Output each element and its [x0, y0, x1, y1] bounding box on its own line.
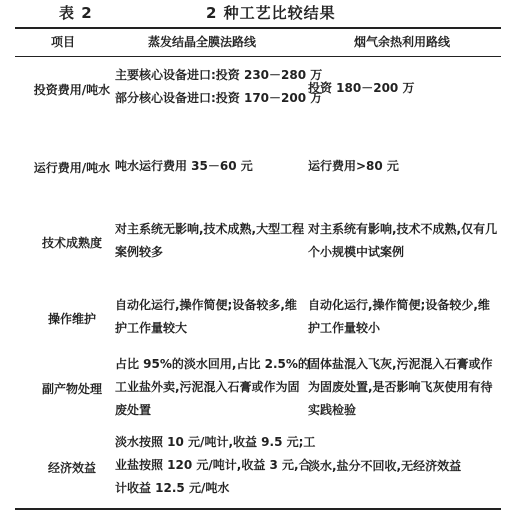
cell-operation-flue-gas: 自动化运行,操作简便;设备较少,维 护工作量较小 [308, 298, 490, 335]
header-evaporation: 蒸发结晶全膜法路线 [148, 35, 257, 49]
table-number: 表 2 [59, 4, 93, 22]
row-label-byproduct: 副产物处理 [41, 382, 102, 396]
table-caption: 2 种工艺比较结果 [206, 4, 336, 22]
cell-maturity-evaporation: 对主系统无影响,技术成熟,大型工程 案例较多 [115, 222, 305, 259]
cell-economic-flue-gas: 淡水,盐分不回收,无经济效益 [308, 459, 462, 473]
cell-operating-evaporation: 吨水运行费用 35－60 元 [115, 159, 253, 173]
cell-byproduct-flue-gas: 固体盐混入飞灰,污泥混入石膏或作 为固废处置,是否影响飞灰使用有待 实践检验 [308, 357, 493, 417]
row-label-investment: 投资费用/吨水 [33, 83, 111, 97]
cell-investment-flue-gas: 投资 180－200 万 [308, 81, 415, 95]
header-rule [15, 56, 501, 57]
row-label-maturity: 技术成熟度 [41, 236, 102, 250]
cell-byproduct-evaporation: 占比 95%的淡水回用,占比 2.5%的 工业盐外卖,污泥混入石膏或作为固 废处置 [115, 357, 310, 417]
cell-operating-flue-gas: 运行费用>80 元 [308, 159, 399, 173]
row-label-economic: 经济效益 [47, 461, 96, 475]
top-rule [15, 27, 501, 29]
table-title [0, 0, 511, 24]
header-flue-gas: 烟气余热利用路线 [354, 35, 451, 49]
cell-maturity-flue-gas: 对主系统有影响,技术不成熟,仅有几 个小规模中试案例 [308, 222, 498, 259]
cell-economic-evaporation: 淡水按照 10 元/吨计,收益 9.5 元;工 业盐按照 120 元/吨计,收益 3 元,合 计收益 12.5 元/吨水 [115, 435, 316, 495]
row-label-operating-cost: 运行费用/吨水 [33, 161, 111, 175]
cell-investment-evaporation: 主要核心设备进口:投资 230－280 万 部分核心设备进口:投资 170－200 万 [115, 68, 323, 105]
bottom-rule [15, 508, 501, 510]
cell-operation-evaporation: 自动化运行,操作简便;设备较多,维 护工作量较大 [115, 298, 297, 335]
header-item: 项目 [51, 35, 76, 49]
row-label-operation: 操作维护 [47, 312, 96, 326]
